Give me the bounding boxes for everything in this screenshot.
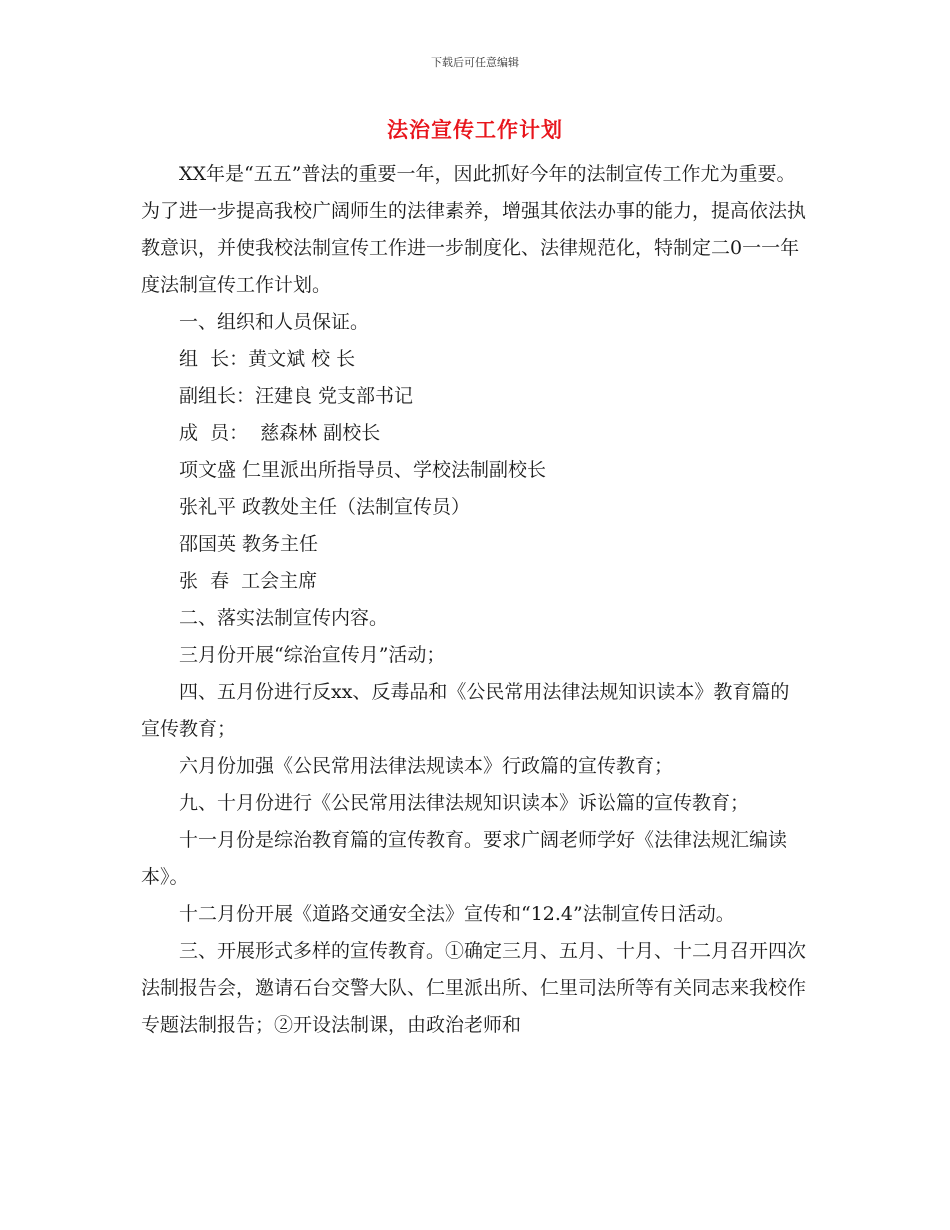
- member-shao: 邵国英 教务主任: [179, 533, 319, 555]
- member-leader: 组 长：黄文斌 校 长: [179, 348, 356, 370]
- document-body: [141, 156, 807, 1044]
- member-members: 成 员： 慈森林 副校长: [179, 422, 381, 444]
- document-title: 法治宣传工作计划: [387, 117, 563, 142]
- member-zhang-chun: 张 春 工会主席: [179, 570, 318, 592]
- plan-march: 三月份开展“综治宣传月”活动；: [179, 644, 446, 666]
- paragraph-intro: XX年是“五五”普法的重要一年，因此抓好今年的法制宣传工作尤为重要。为了进一步提高我校广阔师生的法律素养，增强其依法办事的能力，提高依法执教意识，并使我校法制宣传工作进一步制度化、法律规范化，特制定二0一一年度法制宣传工作计划。: [141, 163, 807, 296]
- member-deputy: 副组长：汪建良 党支部书记: [179, 385, 414, 407]
- plan-june: 六月份加强《公民常用法律法规读本》行政篇的宣传教育；: [179, 755, 674, 777]
- plan-december: 十二月份开展《道路交通安全法》宣传和“12.4”法制宣传日活动。: [179, 903, 735, 925]
- section-heading-3: 三、开展形式多样的宣传教育。①确定三月、五月、十月、十二月召开四次法制报告会，邀请石台交警大队、仁里派出所、仁里司法所等有关同志来我校作专题法制报告；②开设法制课，由政治老师和: [141, 940, 807, 1036]
- plan-november: 十一月份是综治教育篇的宣传教育。要求广阔老师学好《法律法规汇编读本》。: [141, 829, 788, 888]
- section-heading-1: 一、组织和人员保证。: [179, 311, 370, 333]
- member-xiang: 项文盛 仁里派出所指导员、学校法制副校长: [179, 459, 547, 481]
- plan-april-may: 四、五月份进行反xx、反毒品和《公民常用法律法规知识读本》教育篇的宣传教育；: [141, 681, 790, 740]
- plan-sep-oct: 九、十月份进行《公民常用法律法规知识读本》诉讼篇的宣传教育；: [179, 792, 750, 814]
- section-heading-2: 二、落实法制宣传内容。: [179, 607, 389, 629]
- member-zhang-liping: 张礼平 政教处主任（法制宣传员）: [179, 496, 471, 518]
- header-note: 下载后可任意编辑: [431, 56, 519, 69]
